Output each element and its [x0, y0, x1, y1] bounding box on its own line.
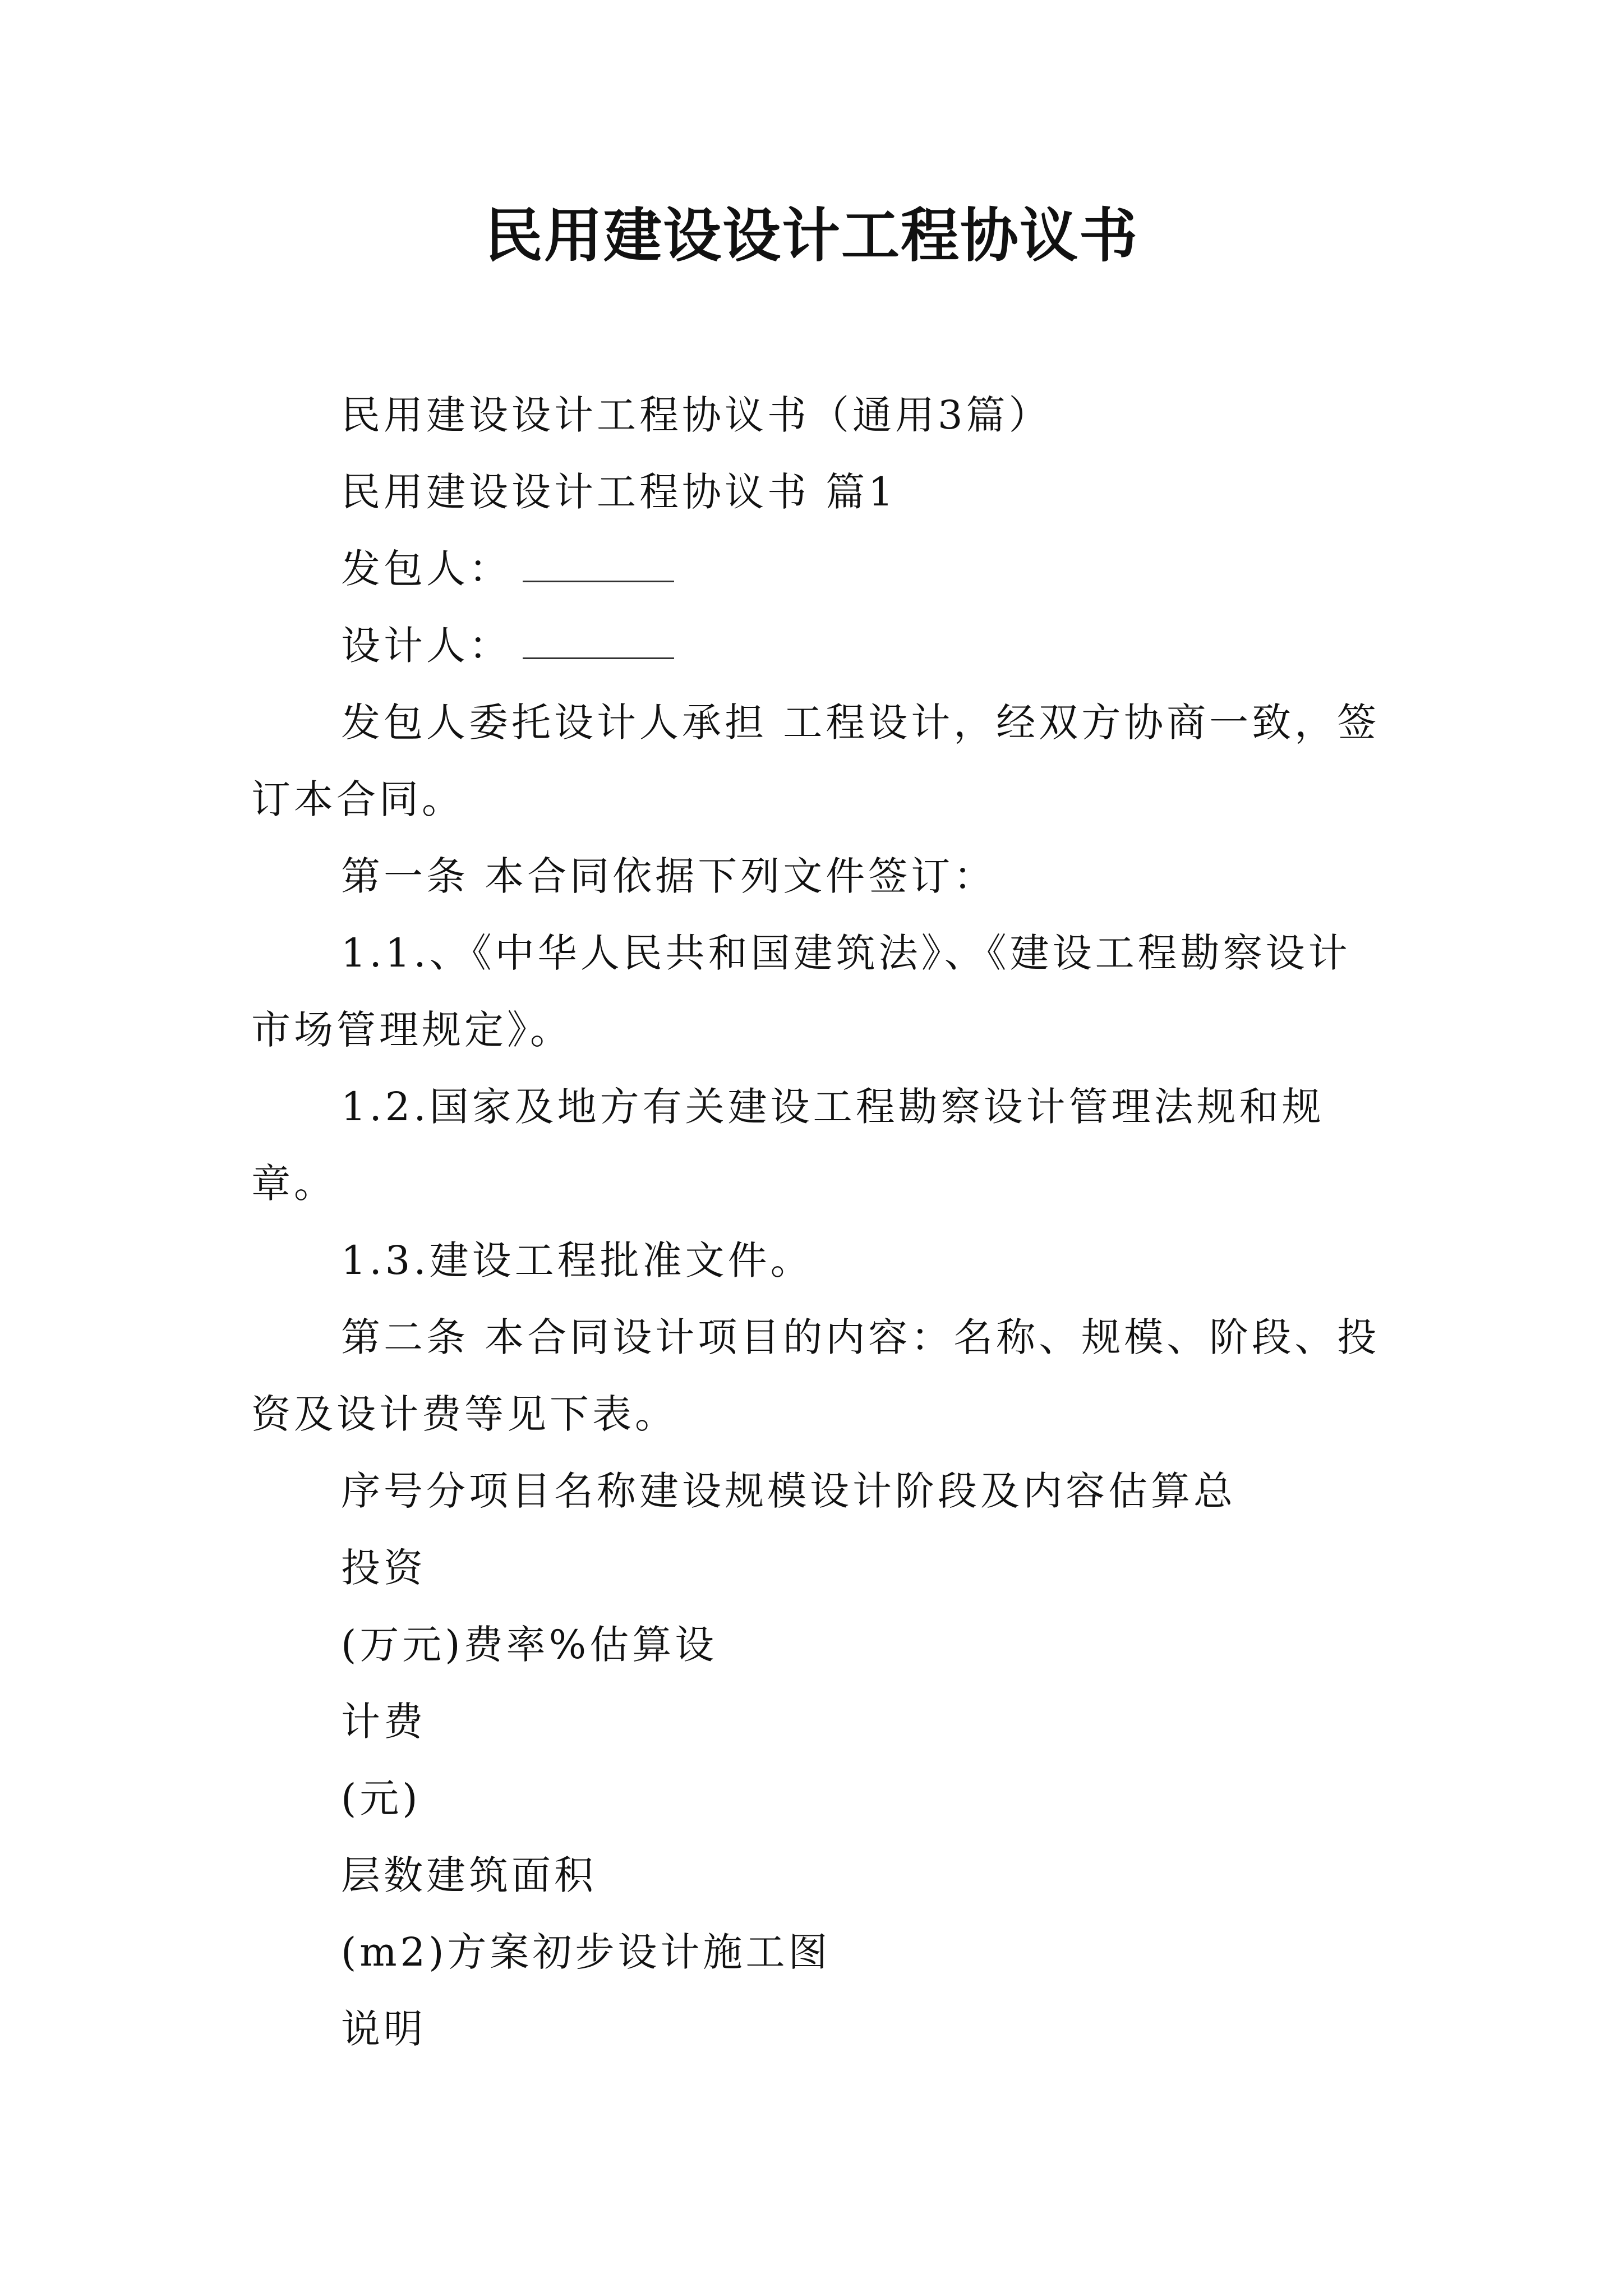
designer-label: 设计人： — [341, 623, 511, 669]
article-1: 第一条 本合同依据下列文件签订： — [341, 853, 997, 899]
article-1-2: 1.2.国家及地方有关建设工程勘察设计管理法规和规章。 — [251, 1084, 1325, 1207]
table-text-line: 投资 — [341, 1545, 426, 1591]
designer-blank — [523, 623, 674, 659]
table-text-line: (m2)方案初步设计施工图 — [341, 1929, 831, 1975]
intro-paragraph: 发包人委托设计人承担 工程设计，经双方协商一致，签订本合同。 — [251, 700, 1380, 822]
designer-line — [251, 608, 1384, 684]
employer-label: 发包人： — [341, 546, 511, 592]
subtitle-paragraph: 民用建设设计工程协议书（通用3篇） — [341, 392, 1052, 438]
table-text-line: 计费 — [341, 1699, 426, 1745]
article-2: 第二条 本合同设计项目的内容：名称、规模、阶段、投资及设计费等见下表。 — [251, 1314, 1380, 1437]
table-text-line: 层数建筑面积 — [341, 1852, 597, 1898]
document-body — [251, 377, 1384, 2068]
employer-blank — [523, 546, 674, 582]
part-heading: 民用建设设计工程协议书 篇1 — [341, 469, 897, 515]
table-text-line: (元) — [341, 1775, 421, 1821]
table-text-line: 序号分项目名称建设规模设计阶段及内容估算总 — [341, 1468, 1236, 1514]
article-1-1: 1.1.、《中华人民共和国建筑法》、《建设工程勘察设计市场管理规定》。 — [251, 930, 1351, 1053]
table-text-line: 说明 — [341, 2006, 426, 2052]
table-text-line: (万元)费率%估算设 — [341, 1622, 718, 1668]
document-title: 民用建设设计工程协议书 — [484, 201, 1138, 270]
employer-line — [251, 531, 1384, 608]
article-1-3: 1.3.建设工程批准文件。 — [341, 1237, 813, 1283]
